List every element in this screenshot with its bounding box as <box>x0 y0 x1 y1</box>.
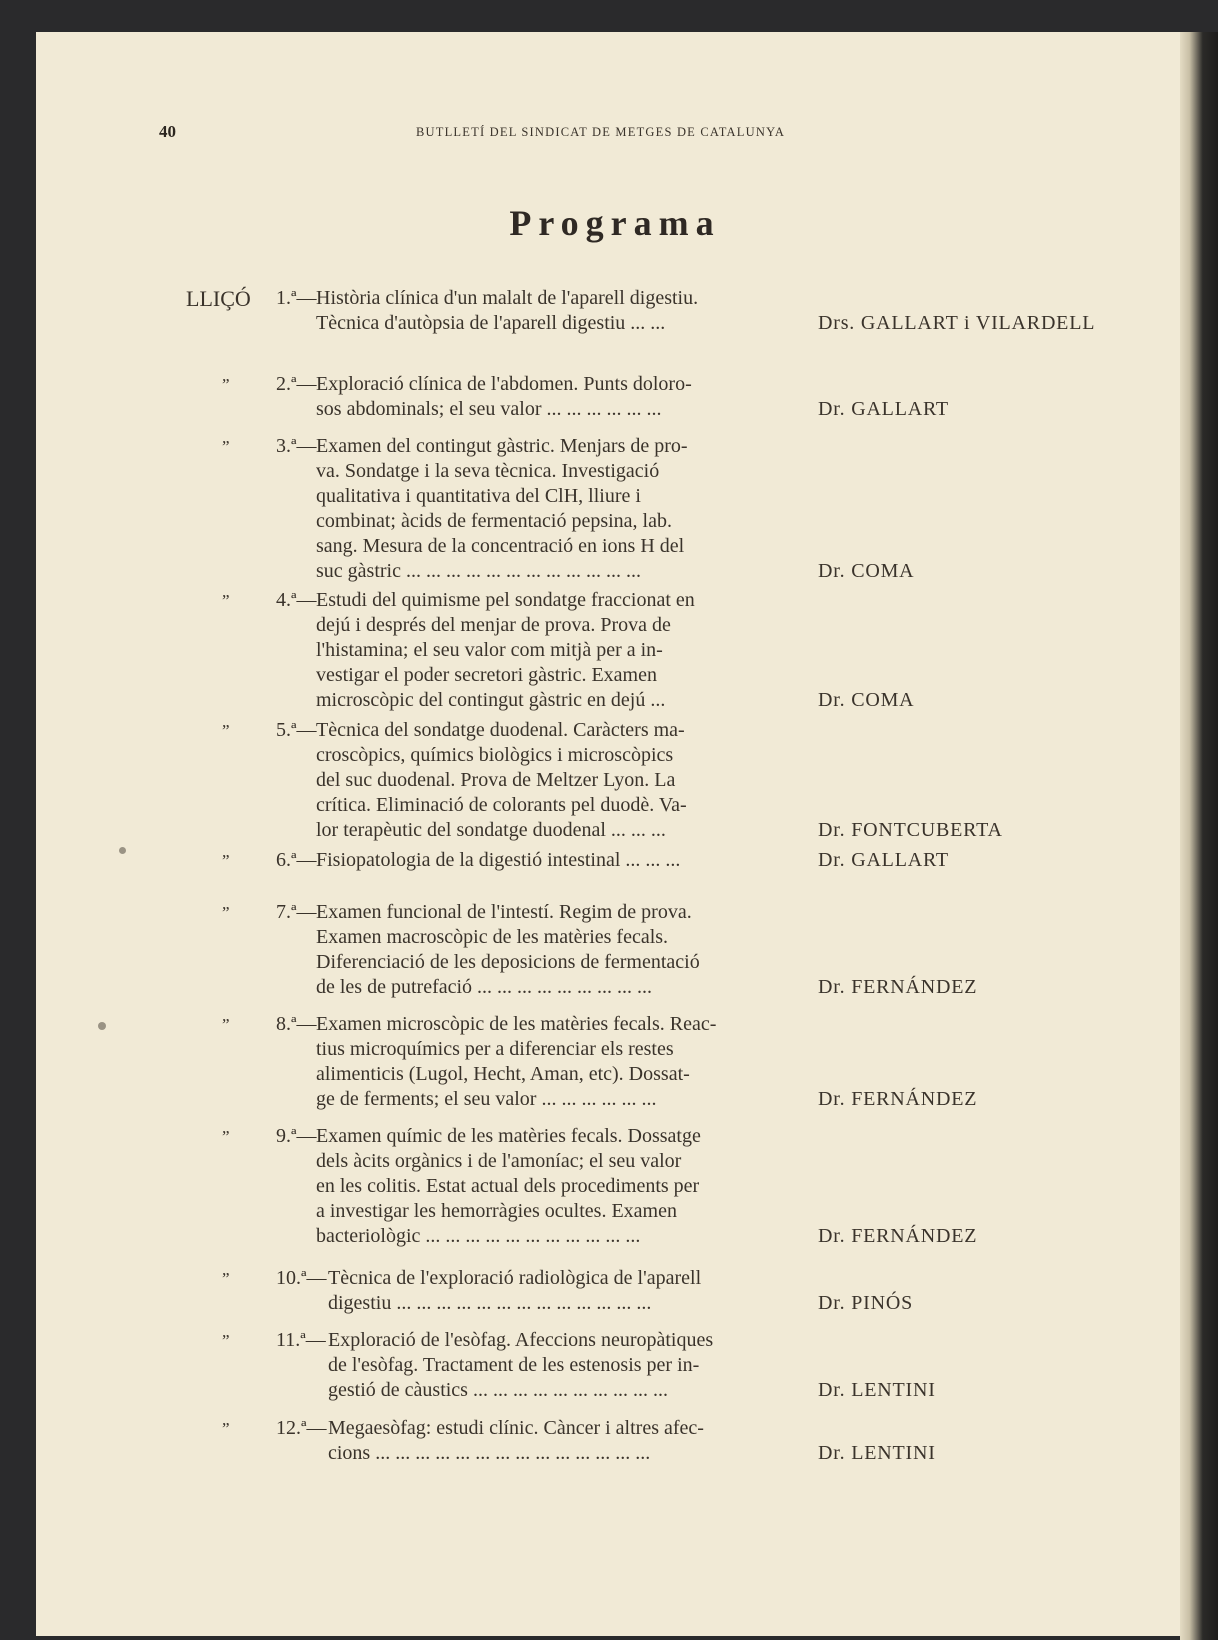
text-line: Tècnica d'autòpsia de l'aparell digestiu ... ... <box>316 312 666 334</box>
lesson-entry <box>36 372 1194 422</box>
lesson-number: 5.ª— <box>276 719 317 741</box>
lesson-number: 3.ª— <box>276 435 317 457</box>
lesson-description <box>316 1012 778 1112</box>
lecturer-name: Dr. COMA <box>818 560 915 582</box>
text-line: l'histamina; el seu valor com mitjà per a in- <box>316 639 663 661</box>
lesson-entry <box>36 588 1194 713</box>
lesson-entry <box>36 718 1194 843</box>
text-line: microscòpic del contingut gàstric en dejú ... <box>316 689 666 711</box>
text-line: sang. Mesura de la concentració en ions H del <box>316 535 685 557</box>
lesson-description <box>316 372 778 422</box>
ditto-mark: ” <box>222 1269 230 1288</box>
page-edge-shadow <box>1180 32 1218 1640</box>
lesson-number: 7.ª— <box>276 901 317 923</box>
text-line: croscòpics, químics biològics i microscòpics <box>316 744 674 766</box>
lesson-entry <box>36 1328 1194 1403</box>
text-line: qualitativa i quantitativa del ClH, lliure i <box>316 485 641 507</box>
text-line: Exploració de l'esòfag. Afeccions neuropàtiques <box>328 1329 714 1351</box>
text-line: lor terapèutic del sondatge duodenal ... ... ... <box>316 819 666 841</box>
lesson-description <box>316 1124 778 1249</box>
text-line: bacteriològic ... ... ... ... ... ... ... ... ... ... ... <box>316 1225 641 1247</box>
lesson-number: 12.ª— <box>276 1417 327 1439</box>
text-line: gestió de càustics ... ... ... ... ... ... ... ... ... ... <box>328 1379 668 1401</box>
text-line: ge de ferments; el seu valor ... ... ... ... ... ... <box>316 1088 657 1110</box>
text-line: alimenticis (Lugol, Hecht, Aman, etc). Dossat- <box>316 1063 690 1085</box>
text-line: Examen macroscòpic de les matèries fecals. <box>316 926 669 948</box>
lesson-entry <box>36 1266 1194 1316</box>
page-title: Programa <box>509 203 721 243</box>
lesson-description <box>316 848 778 873</box>
lecturer-name: Dr. GALLART <box>818 398 949 420</box>
lesson-entry <box>36 1124 1194 1249</box>
text-line: de l'esòfag. Tractament de les estenosis per in- <box>328 1354 700 1376</box>
ditto-mark: ” <box>222 375 230 394</box>
text-line: Examen químic de les matèries fecals. Dossatge <box>316 1125 701 1147</box>
lesson-description <box>316 588 778 713</box>
ditto-mark: ” <box>222 1419 230 1438</box>
lesson-number: 2.ª— <box>276 373 317 395</box>
lesson-entry <box>36 848 1194 873</box>
text-line: tius microquímics per a diferenciar els restes <box>316 1038 674 1060</box>
text-line: Diferenciació de les deposicions de fermentació <box>316 951 700 973</box>
text-line: sos abdominals; el seu valor ... ... ... ... ... ... <box>316 398 662 420</box>
lesson-entry <box>36 286 1194 336</box>
lecturer-name: Drs. GALLART i VILARDELL <box>818 312 1096 334</box>
lesson-description <box>328 1328 778 1403</box>
lecturer-name: Dr. LENTINI <box>818 1442 936 1464</box>
paper-speck <box>119 847 126 854</box>
running-head: BUTLLETÍ DEL SINDICAT DE METGES DE CATALUNYA <box>416 125 786 139</box>
document-page <box>36 32 1194 1636</box>
lesson-description <box>316 718 778 843</box>
ditto-mark: ” <box>222 1015 230 1034</box>
ditto-mark: ” <box>222 851 230 870</box>
ditto-mark: ” <box>222 591 230 610</box>
paper-speck <box>98 1022 106 1030</box>
lecturer-name: Dr. COMA <box>818 689 915 711</box>
text-line: digestiu ... ... ... ... ... ... ... ... ... ... ... ... ... <box>328 1292 652 1314</box>
lesson-description <box>316 900 778 1000</box>
lesson-entry <box>36 1012 1194 1112</box>
lecturer-name: Dr. GALLART <box>818 849 949 871</box>
lesson-number: 6.ª— <box>276 849 317 871</box>
text-line: dels àcits orgànics i de l'amoníac; el seu valor <box>316 1150 682 1172</box>
text-line: Examen microscòpic de les matèries fecals. Reac- <box>316 1013 717 1035</box>
text-line: Estudi del quimisme pel sondatge fraccionat en <box>316 589 695 611</box>
lesson-description <box>316 286 778 336</box>
text-line: cions ... ... ... ... ... ... ... ... ... ... ... ... ... ... <box>328 1442 651 1464</box>
lecturer-name: Dr. PINÓS <box>818 1292 913 1314</box>
lecturer-name: Dr. LENTINI <box>818 1379 936 1401</box>
text-line: combinat; àcids de fermentació pepsina, lab. <box>316 510 672 532</box>
lesson-number: 10.ª— <box>276 1267 327 1289</box>
text-line: dejú i després del menjar de prova. Prova de <box>316 614 671 636</box>
text-line: crítica. Eliminació de colorants pel duodè. Va- <box>316 794 687 816</box>
text-line: en les colitis. Estat actual dels procediments per <box>316 1175 700 1197</box>
lesson-number: 1.ª— <box>276 287 317 309</box>
text-line: va. Sondatge i la seva tècnica. Investigació <box>316 460 660 482</box>
lesson-entry <box>36 900 1194 1000</box>
text-line: Megaesòfag: estudi clínic. Càncer i altres afec- <box>328 1417 704 1439</box>
ditto-mark: ” <box>222 903 230 922</box>
lesson-description <box>328 1266 778 1316</box>
text-line: Tècnica del sondatge duodenal. Caràcters ma- <box>316 719 685 741</box>
lesson-entry <box>36 434 1194 584</box>
text-line: Examen del contingut gàstric. Menjars de pro- <box>316 435 688 457</box>
ditto-mark: ” <box>222 721 230 740</box>
lesson-label: LLIÇÓ <box>186 286 251 311</box>
lecturer-name: Dr. FERNÁNDEZ <box>818 976 978 998</box>
lesson-number: 11.ª— <box>276 1329 326 1351</box>
text-line: Examen funcional de l'intestí. Regim de prova. <box>316 901 692 923</box>
text-line: Exploració clínica de l'abdomen. Punts doloro- <box>316 373 692 395</box>
text-line: vestigar el poder secretori gàstric. Examen <box>316 664 657 686</box>
lecturer-name: Dr. FONTCUBERTA <box>818 819 1003 841</box>
lesson-description <box>328 1416 778 1466</box>
lecturer-name: Dr. FERNÁNDEZ <box>818 1088 978 1110</box>
ditto-mark: ” <box>222 437 230 456</box>
text-line: Tècnica de l'exploració radiològica de l'aparell <box>328 1267 702 1289</box>
text-line: Fisiopatologia de la digestió intestinal ... ... ... <box>316 849 681 871</box>
page-number: 40 <box>159 122 176 141</box>
text-line: del suc duodenal. Prova de Meltzer Lyon. La <box>316 769 676 791</box>
text-line: de les de putrefació ... ... ... ... ... ... ... ... ... <box>316 976 653 998</box>
text-line: a investigar les hemorràgies ocultes. Examen <box>316 1200 677 1222</box>
lecturer-name: Dr. FERNÁNDEZ <box>818 1225 978 1247</box>
lesson-number: 4.ª— <box>276 589 317 611</box>
text-line: Història clínica d'un malalt de l'aparell digestiu. <box>316 287 699 309</box>
lesson-number: 9.ª— <box>276 1125 317 1147</box>
lesson-entry <box>36 1416 1194 1466</box>
lesson-number: 8.ª— <box>276 1013 317 1035</box>
ditto-mark: ” <box>222 1331 230 1350</box>
lesson-description <box>316 434 778 584</box>
ditto-mark: ” <box>222 1127 230 1146</box>
text-line: suc gàstric ... ... ... ... ... ... ... ... ... ... ... ... <box>316 560 641 582</box>
